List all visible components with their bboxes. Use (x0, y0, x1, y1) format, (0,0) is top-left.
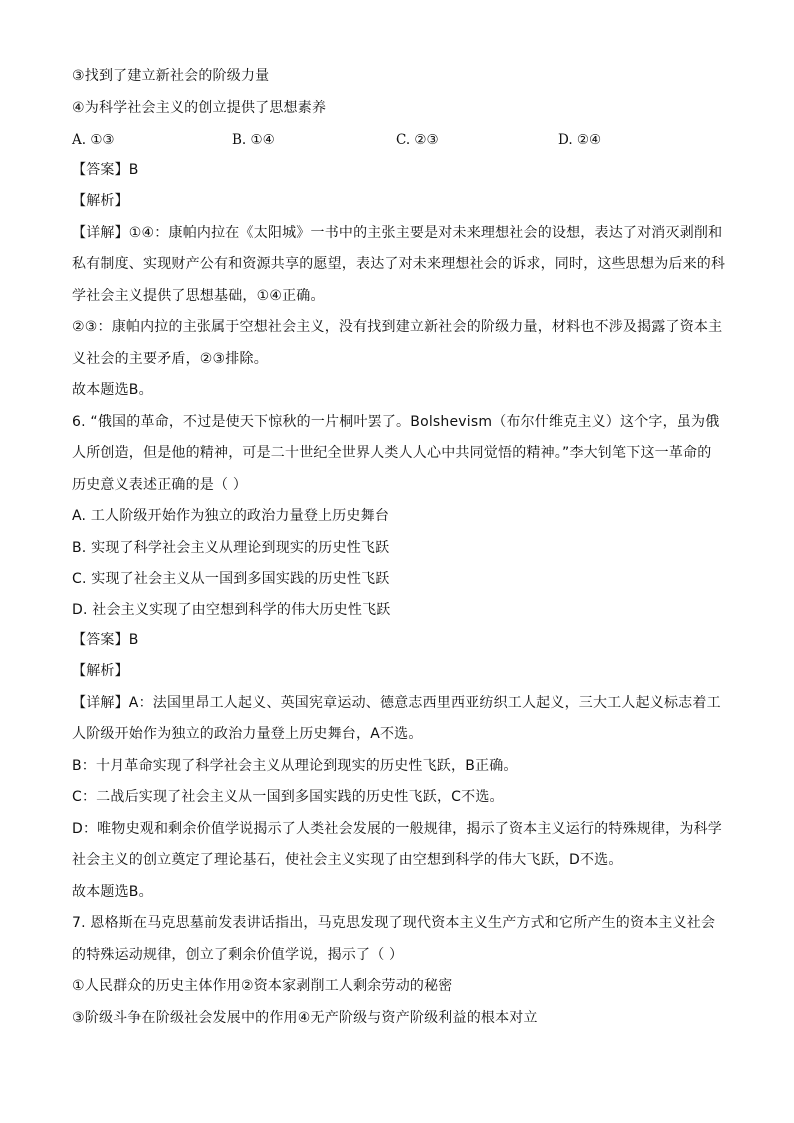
q6-stem-line-1: 6. “俄国的革命，不过是使天下惊秋的一片桐叶罢了。Bolshevism（布尔什维克主义）这个字，虽为俄 (72, 414, 720, 430)
q6-detail-line-1: 【详解】A：法国里昂工人起义、英国宪章运动、德意志西里西亚纺织工人起义，三大工人起义标志着工 (72, 695, 721, 711)
q7-statement-line-2: ③阶级斗争在阶级社会发展中的作用④无产阶级与资产阶级利益的根本对立 (72, 1010, 538, 1026)
q5-answer: 【答案】B (72, 162, 139, 178)
q5-detail-line-3: 学社会主义提供了思想基础，①④正确。 (72, 288, 325, 304)
q7-statement-line-1: ①人民群众的历史主体作用②资本家剥削工人剩余劳动的秘密 (72, 978, 453, 994)
q5-statement-4: ④为科学社会主义的创立提供了思想素养 (72, 100, 327, 116)
q6-option-b: B. 实现了科学社会主义从理论到现实的历史性飞跃 (72, 540, 390, 556)
q6-detail-line-4: C：二战后实现了社会主义从一国到多国实践的历史性飞跃，C不选。 (72, 789, 504, 805)
q7-stem-line-1: 7. 恩格斯在马克思墓前发表讲话指出，马克思发现了现代资本主义生产方式和它所产生的资本主义社会 (72, 915, 716, 931)
q5-detail-line-2: 私有制度、实现财产公有和资源共享的愿望，表达了对未来理想社会的诉求，同时，这些思想为后来的科 (72, 256, 726, 272)
q7-stem-line-2: 的特殊运动规律，创立了剩余价值学说，揭示了（ ） (72, 947, 404, 963)
q5-detail-line-4: ②③：康帕内拉的主张属于空想社会主义，没有找到建立新社会的阶级力量，材料也不涉及揭露了资本主 (72, 319, 723, 335)
q6-option-c: C. 实现了社会主义从一国到多国实践的历史性飞跃 (72, 571, 390, 587)
q6-detail-line-5: D：唯物史观和剩余价值学说揭示了人类社会发展的一般规律，揭示了资本主义运行的特殊规律，为科学 (72, 821, 722, 837)
q6-detail-line-3: B：十月革命实现了科学社会主义从理论到现实的历史性飞跃，B正确。 (72, 758, 518, 774)
q5-options (72, 130, 632, 150)
q5-analysis-label: 【解析】 (72, 193, 129, 209)
q5-option-b: B. ①④ (232, 132, 275, 148)
q6-stem-line-2: 人所创造，但是他的精神，可是二十世纪全世界人类人人心中共同觉悟的精神。”李大钊笔下这一革命的 (72, 445, 712, 461)
q5-conclusion: 故本题选B。 (72, 382, 153, 398)
q6-detail-line-6: 社会主义的创立奠定了理论基石，使社会主义实现了由空想到科学的伟大飞跃，D不选。 (72, 852, 623, 868)
q5-detail-line-5: 义社会的主要矛盾，②③排除。 (72, 351, 268, 367)
q6-conclusion: 故本题选B。 (72, 884, 153, 900)
q6-option-a: A. 工人阶级开始作为独立的政治力量登上历史舞台 (72, 508, 390, 524)
q6-answer: 【答案】B (72, 632, 139, 648)
q5-option-d: D. ②④ (558, 132, 602, 148)
q6-stem-line-3: 历史意义表述正确的是（ ） (72, 477, 248, 493)
q5-option-c: C. ②③ (396, 132, 439, 148)
q5-option-a: A. ①③ (72, 132, 115, 148)
q5-statement-3: ③找到了建立新社会的阶级力量 (72, 68, 270, 84)
q6-analysis-label: 【解析】 (72, 663, 129, 679)
q6-option-d: D. 社会主义实现了由空想到科学的伟大历史性飞跃 (72, 602, 391, 618)
q5-detail-line-1: 【详解】①④：康帕内拉在《太阳城》一书中的主张主要是对未来理想社会的设想，表达了对消灭剥削和 (72, 225, 723, 241)
q6-detail-line-2: 人阶级开始作为独立的政治力量登上历史舞台，A不选。 (72, 726, 423, 742)
